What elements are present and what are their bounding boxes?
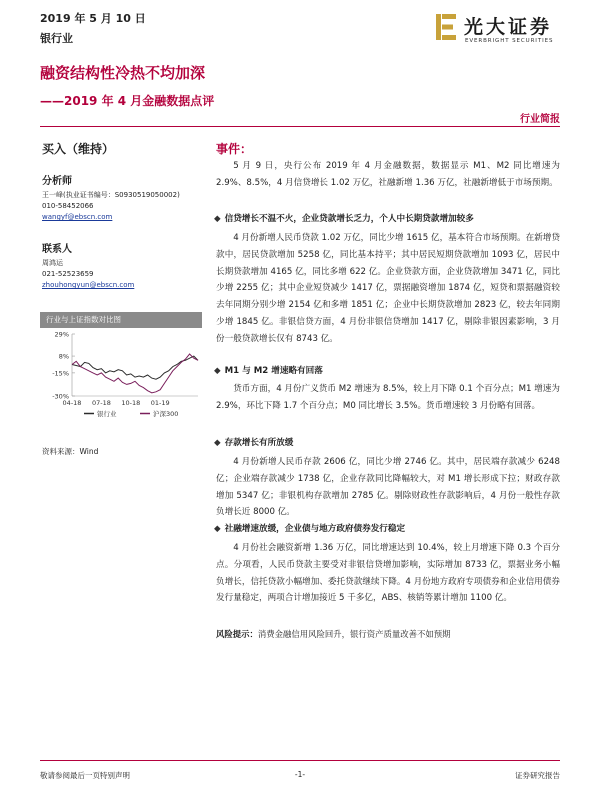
logo-mark-icon	[434, 12, 458, 42]
report-type: 行业简报	[520, 114, 560, 125]
report-subtitle: ——2019 年 4 月金融数据点评	[40, 94, 215, 108]
y-tick-label: -15%	[52, 369, 69, 378]
report-title: 融资结构性冷热不均加深	[40, 64, 206, 82]
money-paragraph: 货币方面，4 月份广义货币 M2 增速为 8.5%，较上月下降 0.1 个百分点；M1 增速为 2.9%，环比下降 1.7 个百分点；M0 同比增长 3.5%。货币增速较 3 月份略有回落。	[216, 384, 560, 411]
rating: 买入（维持）	[42, 142, 115, 156]
x-tick-label: 07-18	[91, 399, 111, 407]
bullet-social-financing-title: 社融增速放缓，企业债与地方政府债券发行稳定	[224, 524, 406, 534]
bullet-money-title: M1 与 M2 增速略有回落	[224, 366, 323, 376]
analyst-heading: 分析师	[42, 176, 72, 187]
analyst-email[interactable]: wangyf@ebscn.com	[42, 213, 113, 221]
bullet-money	[214, 364, 564, 376]
footer-report-label: 证券研究报告	[515, 771, 560, 780]
risk-warning	[216, 628, 560, 640]
series-line-csi300	[72, 354, 198, 393]
event-heading: 事件：	[216, 142, 253, 156]
report-date: 2019 年 5 月 10 日	[40, 12, 146, 25]
social-financing-paragraph: 4 月份社会融资新增 1.36 万亿，同比增速达到 10.4%，较上月增速下降 0.3 个百分点。分项看，人民币贷款主要受对非银信贷增加影响，实际增加 8733 亿，票据业务小幅负增长，信托贷款小幅增加、委托贷款继续下降。4 月份地方政府专项债券和企业信用债券发行量稳定，两项合计增加接近 5 千多亿，ABS、核销等累计增加 1100 亿。	[216, 543, 560, 604]
header-divider	[40, 126, 560, 127]
contact-email[interactable]: zhouhongyun@ebscn.com	[42, 281, 135, 289]
bullet-deposit	[214, 436, 564, 448]
page-number: -1-	[294, 770, 306, 779]
event-paragraph: 5 月 9 日，央行公布 2019 年 4 月金融数据，数据显示 M1、M2 同比增速为 2.9%、8.5%，4 月信贷增长 1.02 万亿，社融新增 1.36 万亿，社融新增低于市场预期。	[216, 161, 560, 188]
risk-label: 风险提示：	[216, 629, 258, 639]
contact-phone: 021-52523659	[42, 270, 94, 278]
x-tick-label: 10-18	[121, 399, 141, 407]
footer-disclaimer: 敬请参阅最后一页特别声明	[40, 771, 130, 780]
bullet-social-financing	[214, 522, 564, 534]
legend-label: 银行业	[97, 410, 117, 418]
y-tick-label: 29%	[54, 330, 69, 339]
contact-name: 周鸿运	[42, 259, 63, 267]
bullet-deposit-title: 存款增长有所放缓	[224, 438, 294, 448]
bullet-credit-title: 信贷增长不温不火，企业贷款增长乏力，个人中长期贷款增加较多	[224, 214, 474, 224]
series-line-bank	[72, 356, 198, 379]
logo-text-en: EVERBRIGHT SECURITIES	[465, 38, 554, 44]
diamond-bullet-icon: ◆	[214, 214, 221, 224]
logo-text-cn: 光大证券	[464, 16, 553, 38]
risk-text: 消费金融信用风险回升，银行资产质量改善不如预期	[257, 629, 451, 639]
x-tick-label: 04-18	[62, 399, 82, 407]
industry-label: 银行业	[40, 32, 73, 45]
contact-heading: 联系人	[42, 244, 72, 255]
chart-title: 行业与上证指数对比图	[40, 312, 202, 328]
credit-paragraph: 4 月份新增人民币贷款 1.02 万亿，同比少增 1615 亿，基本符合市场预期。在新增贷款中，居民贷款增加 5258 亿，同比基本持平；其中居民短期贷款增加 1093 亿，居民中长期贷款增加 4165 亿，同比多增 622 亿。企业贷款方面，企业贷款增加 3471 亿，同比少增 2255 亿；其中企业短贷减少 1417 亿，票据融资增加 1874 亿，短贷和票据融资较去年同期分别少增 2154 亿和多增 1851 亿；企业中长期贷款增加 2823 亿，较去年同期少增 1845 亿。非银信贷方面，4 月份非银信贷增加 1417 亿，剔除非银因素影响，3 月份一般贷款增长仅有 8743 亿。	[216, 233, 560, 344]
legend-label: 沪深300	[153, 410, 179, 418]
diamond-bullet-icon: ◆	[214, 366, 221, 376]
deposit-paragraph: 4 月份新增人民币存款 2606 亿，同比少增 2746 亿。其中，居民端存款减少 6248 亿；企业端存款减少 1738 亿，企业存款同比降幅较大，对 M1 增长形成下拉；财政存款增加 5347 亿；非银机构存款增加 2785 亿。剔除财政性存款影响后，4 月份一般性存款负增长近 8000 亿。	[216, 457, 560, 518]
company-logo	[434, 12, 584, 48]
chart-source: 资料来源：Wind	[42, 447, 99, 456]
y-tick-label: 8%	[58, 352, 69, 361]
diamond-bullet-icon: ◆	[214, 438, 221, 448]
analyst-phone: 010-58452066	[42, 202, 94, 210]
chart-plot	[40, 328, 202, 424]
bullet-credit	[214, 212, 564, 224]
y-tick-label: -30%	[52, 392, 69, 401]
footer-divider	[40, 760, 560, 761]
x-tick-label: 01-19	[150, 399, 170, 407]
comparison-chart	[40, 312, 202, 424]
analyst-name: 王一峰(执业证书编号：S0930519050002)	[42, 191, 180, 199]
diamond-bullet-icon: ◆	[214, 524, 221, 534]
